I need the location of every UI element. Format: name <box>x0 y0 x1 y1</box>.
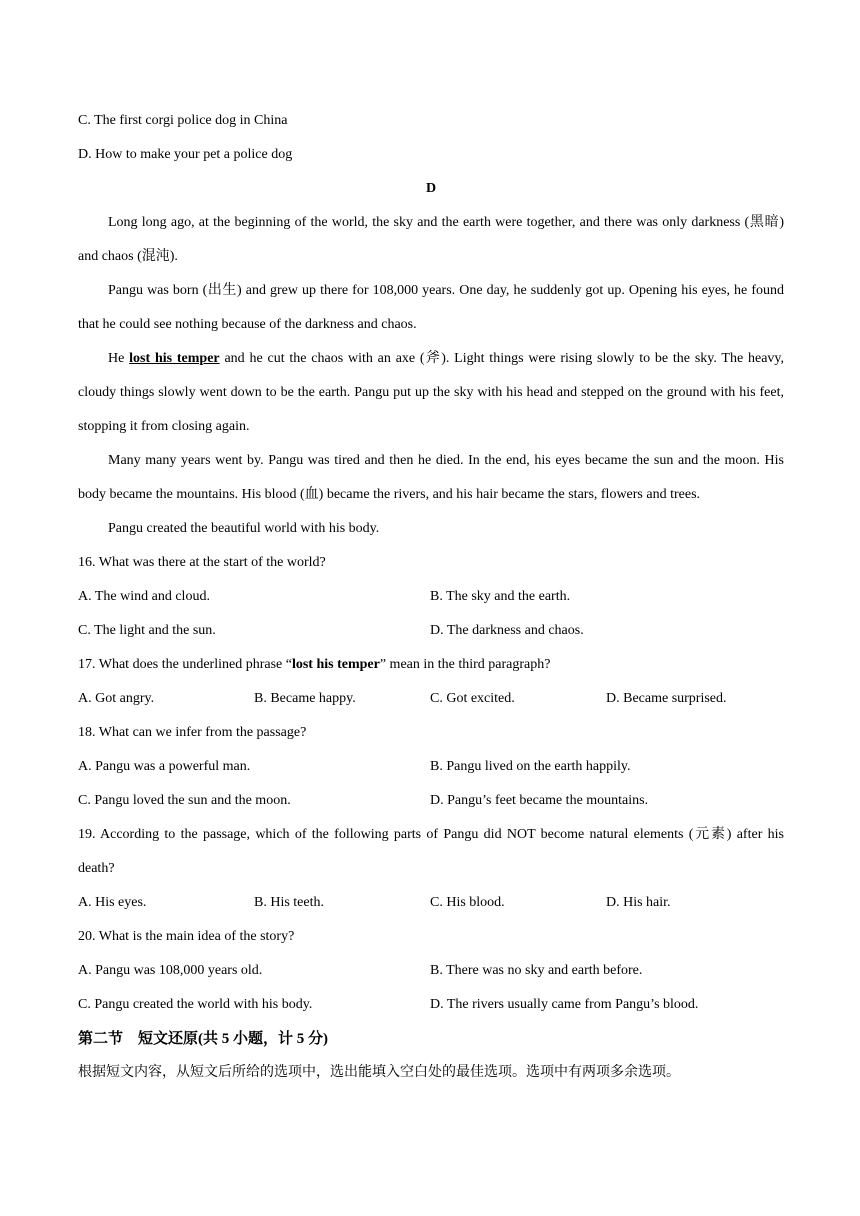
question-18-stem: 18. What can we infer from the passage? <box>78 725 307 740</box>
q19-option-d: D. His hair. <box>606 895 671 910</box>
q16-option-c: C. The light and the sun. <box>78 623 216 638</box>
question-16-options-row-2 <box>78 614 784 648</box>
passage-paragraph-4: Many many years went by. Pangu was tired and then he died. In the end, his eyes became the sun and the moon. His body became the mountains. His blood (血) became the rivers, and his hair became the stars, flowers and trees. <box>78 453 784 502</box>
q16-option-a: A. The wind and cloud. <box>78 589 210 604</box>
underlined-phrase: lost his temper <box>129 351 220 366</box>
passage-paragraph-2: Pangu was born (出生) and grew up there for 108,000 years. One day, he suddenly got up. Opening his eyes, he found that he could see nothing because of the darkness and chaos. <box>78 283 784 332</box>
q19-option-b: B. His teeth. <box>254 895 324 910</box>
passage-paragraph-5: Pangu created the beautiful world with his body. <box>108 521 380 536</box>
q20-option-d: D. The rivers usually came from Pangu’s blood. <box>430 997 699 1012</box>
document-page <box>78 104 784 1090</box>
q17-option-a: A. Got angry. <box>78 691 155 706</box>
question-19-stem: 19. According to the passage, which of the following parts of Pangu did NOT become natural elements (元素) after his death? <box>78 827 784 876</box>
question-18-options-row-2 <box>78 784 784 818</box>
p3-text-before: He <box>108 351 130 366</box>
prev-option-c: C. The first corgi police dog in China <box>78 113 288 128</box>
q18-option-a: A. Pangu was a powerful man. <box>78 759 251 774</box>
q17-option-d: D. Became surprised. <box>606 691 727 706</box>
section-2-instruction: 根据短文内容，从短文后所给的选项中，选出能填入空白处的最佳选项。选项中有两项多余选项。 <box>78 1065 680 1080</box>
q16-option-b: B. The sky and the earth. <box>430 589 571 604</box>
question-16-stem: 16. What was there at the start of the world? <box>78 555 326 570</box>
q18-option-b: B. Pangu lived on the earth happily. <box>430 759 631 774</box>
q16-option-d: D. The darkness and chaos. <box>430 623 584 638</box>
q17-stem-after: ” mean in the third paragraph? <box>379 657 551 672</box>
q17-option-b: B. Became happy. <box>254 691 356 706</box>
q19-option-c: C. His blood. <box>430 895 505 910</box>
q17-option-c: C. Got excited. <box>430 691 515 706</box>
passage-paragraph-3 <box>78 342 784 444</box>
q19-option-a: A. His eyes. <box>78 895 147 910</box>
p3-text-after: and he cut the chaos with an axe (斧). Light things were rising slowly to be the sky. The heavy, cloudy things slowly went down to be the earth. Pangu put up the sky with his head and stepped on the ground with his feet, stopping it from closing again. <box>78 351 784 434</box>
passage-paragraph-1: Long long ago, at the beginning of the world, the sky and the earth were together, and there was only darkness (黑暗) and chaos (混沌). <box>78 215 784 264</box>
question-17-options <box>78 682 784 716</box>
q18-option-c: C. Pangu loved the sun and the moon. <box>78 793 291 808</box>
question-20-options-row-2 <box>78 988 784 1022</box>
question-19-options <box>78 886 784 920</box>
question-20-options-row-1 <box>78 954 784 988</box>
q20-option-b: B. There was no sky and earth before. <box>430 963 643 978</box>
prev-option-d: D. How to make your pet a police dog <box>78 147 293 162</box>
question-17-stem <box>78 648 784 682</box>
question-18-options-row-1 <box>78 750 784 784</box>
q18-option-d: D. Pangu’s feet became the mountains. <box>430 793 649 808</box>
q20-option-a: A. Pangu was 108,000 years old. <box>78 963 263 978</box>
passage-label: D <box>425 181 437 196</box>
question-16-options-row-1 <box>78 580 784 614</box>
q20-option-c: C. Pangu created the world with his body. <box>78 997 313 1012</box>
q17-stem-before: 17. What does the underlined phrase “ <box>78 657 292 672</box>
question-20-stem: 20. What is the main idea of the story? <box>78 929 295 944</box>
section-2-title: 第二节 短文还原(共 5 小题，计 5 分) <box>78 1031 328 1047</box>
q17-stem-bold: lost his temper <box>291 657 380 672</box>
